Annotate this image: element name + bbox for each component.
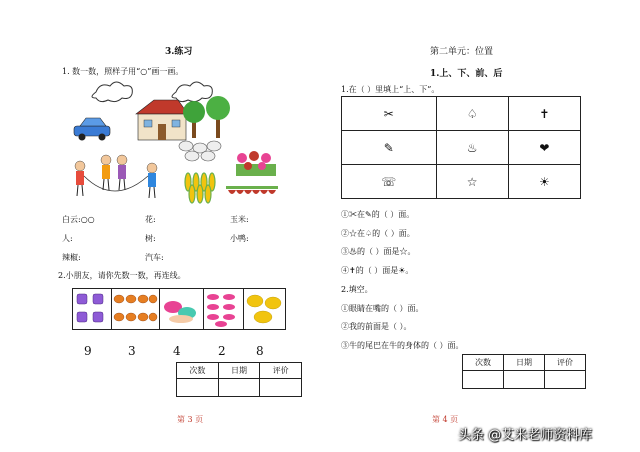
fill-label: 花: (145, 215, 156, 224)
sun-icon: ☀ (508, 165, 580, 199)
number-label: 4 (173, 344, 181, 358)
section-title: 1.上、下、前、后 (430, 69, 503, 79)
crab-icon (114, 295, 157, 321)
eval-cell[interactable] (463, 371, 504, 389)
fill-item: ②我的前面是（ ）。 (341, 322, 412, 331)
pepper-icon (226, 186, 278, 194)
cross-icon: ✝ (508, 97, 580, 131)
house-icon (136, 100, 188, 140)
cup-cell (73, 289, 112, 329)
corn-icon (185, 173, 215, 203)
star-icon: ☆ (436, 165, 508, 199)
fill-label: 汽车: (145, 253, 164, 262)
number-label: 3 (128, 344, 136, 358)
fill-label: 辣椒: (62, 253, 81, 262)
heart-icon: ❤ (508, 131, 580, 165)
eval-header: 评价 (545, 355, 586, 371)
eval-header: 次数 (463, 355, 504, 371)
bird-icon (164, 301, 196, 323)
eval-cell[interactable] (260, 379, 302, 397)
flower-icon (236, 151, 276, 176)
position-item: ②☆在♤的（ ）面。 (341, 229, 415, 238)
fill-row (62, 233, 73, 244)
cloud-icon (92, 82, 132, 102)
fill-row (230, 214, 249, 225)
hot-springs-icon: ♨ (436, 131, 508, 165)
fill-row (62, 252, 81, 263)
position-item: ④✝的（ ）面是☀。 (341, 266, 414, 275)
tree-icon (183, 101, 205, 138)
fill-row (145, 252, 164, 263)
picture-strip (72, 288, 286, 330)
child-icon (147, 163, 157, 198)
eval-cell[interactable] (504, 371, 545, 389)
cloud-icon (172, 82, 212, 102)
car-icon (74, 118, 110, 141)
bird-cell (159, 289, 204, 329)
crab-cell (111, 289, 160, 329)
number-label: 2 (218, 344, 226, 358)
eval-cell[interactable] (545, 371, 586, 389)
eval-header: 日期 (218, 363, 260, 379)
symbol-grid (341, 96, 581, 199)
duck-icon (179, 141, 221, 161)
counting-scene-illustration (66, 78, 286, 206)
right-question-1: 1.在（ ）里填上“上、下”。 (341, 85, 440, 94)
fill-row (62, 214, 95, 225)
page-number: 第 4 页 (432, 415, 459, 424)
left-question-1: 1. 数一数，照样子用“○”画一画。 (62, 67, 184, 76)
telephone-icon: ☏ (342, 165, 437, 199)
watermark: 头条 @艾米老师资料库 (458, 428, 593, 443)
evaluation-table (176, 362, 302, 397)
duck-cell (243, 289, 285, 329)
evaluation-table (462, 354, 586, 389)
fill-label: 人: (62, 234, 73, 243)
left-heading: 3.练习 (165, 47, 193, 57)
tree-icon (206, 96, 230, 138)
fill-label: 小鸭: (230, 234, 249, 243)
fill-row (145, 233, 156, 244)
child-icon (117, 155, 127, 190)
eval-header: 次数 (177, 363, 219, 379)
child-icon (101, 155, 111, 190)
position-item: ①✂在✎的（ ）面。 (341, 210, 415, 219)
page-number: 第 3 页 (177, 415, 204, 424)
number-label: 9 (84, 344, 92, 358)
scissors-icon: ✂ (342, 97, 437, 131)
position-item: ③♨的（ ）面是☆。 (341, 247, 416, 256)
right-question-2: 2.填空。 (341, 285, 373, 294)
eval-cell[interactable] (218, 379, 260, 397)
fish-cell (203, 289, 244, 329)
fill-label: 树: (145, 234, 156, 243)
fill-item: ③牛的尾巴在牛的身体的（ ）面。 (341, 341, 464, 350)
pencil-icon: ✎ (342, 131, 437, 165)
child-icon (75, 161, 85, 196)
fill-label: 白云: (62, 215, 81, 224)
spade-icon: ♤ (436, 97, 508, 131)
cup-icon (77, 294, 103, 322)
jump-rope-icon (84, 176, 148, 191)
fill-row (145, 214, 156, 225)
duckling-icon (247, 295, 281, 323)
eval-header: 评价 (260, 363, 302, 379)
fill-row (230, 233, 249, 244)
left-question-2: 2.小朋友，请你先数一数，再连线。 (58, 271, 186, 280)
unit-title: 第二单元：位置 (430, 47, 494, 57)
fill-value: ○○ (80, 215, 95, 224)
number-label: 8 (256, 344, 264, 358)
eval-header: 日期 (504, 355, 545, 371)
fill-label: 玉米: (230, 215, 249, 224)
eval-cell[interactable] (177, 379, 219, 397)
fish-icon (207, 294, 235, 327)
fill-item: ①眼睛在嘴的（ ）面。 (341, 304, 424, 313)
